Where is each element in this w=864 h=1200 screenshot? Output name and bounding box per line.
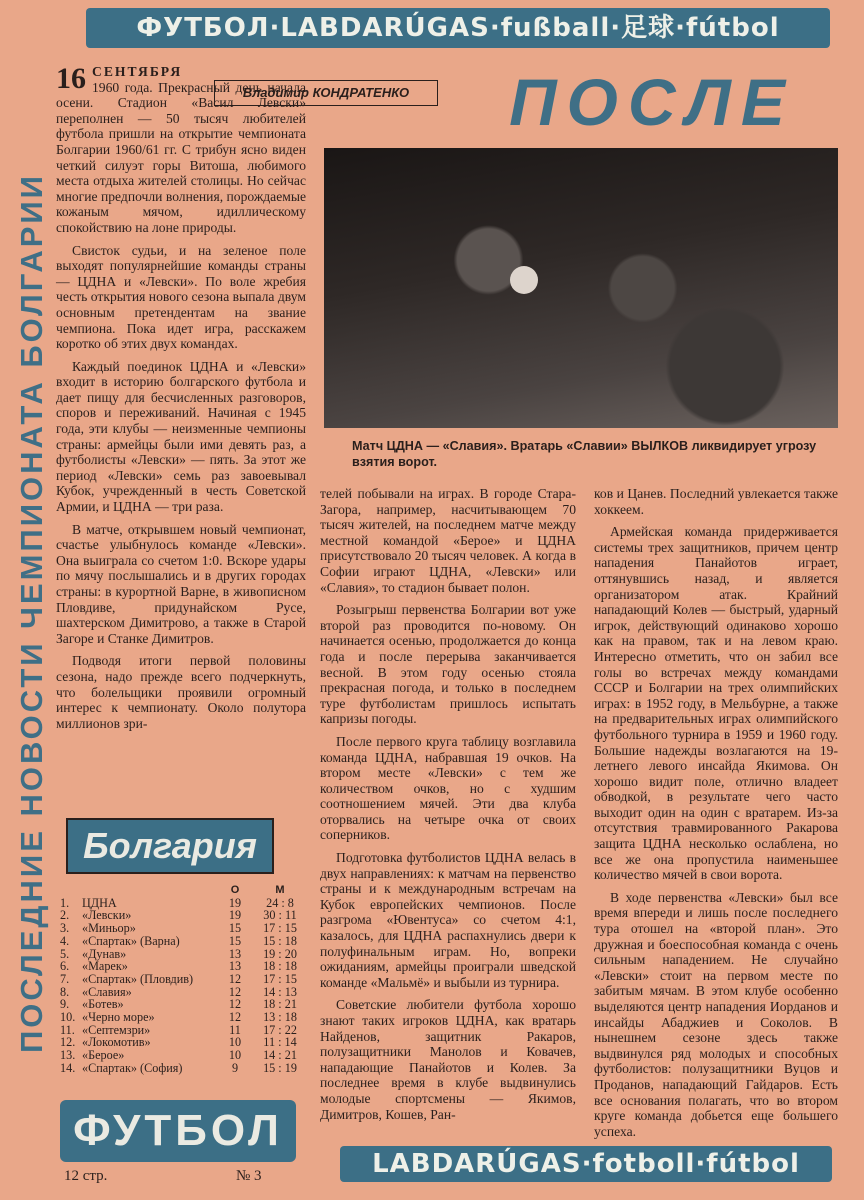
photo-caption: Матч ЦДНА — «Славия». Вратарь «Славии» ВЫЛКОВ ликвидирует угрозу взятия ворот. <box>352 439 817 469</box>
goals-cell: 17 : 22 <box>263 1022 297 1037</box>
headline: ПОСЛЕ <box>509 65 795 139</box>
goals-cell: 18 : 21 <box>263 997 297 1012</box>
paragraph: Армейская команда придерживается системы трех защитников, причем центр нападения Панайотов играет, оттянувшись назад, и является организатором атак. Крайний нападающий Колев — быстрый, ударный игрок, действующий одинаково хорошо как на правом, так и на левом краю. Интересно отметить, что он забил все голы во встречах между командами СССР и Болгарии на трех олимпийских играх: в 1952 году, в Мельбурне, а также на предварительных играх олимпийского футбольного турнира в 1959 и 1960 году. Большие надежды возлагаются на 19-летнего левого инсайда Якимова. Он хорошо видит поле, отлично владеет обводкой, в результате чего часто выходит один на один с вратарем. Из-за отсутствия травмированного Ракарова защита ЦДНА несколько ослаблена, но все же она пропустила наименьшее количество мячей в свои ворота. <box>594 524 838 883</box>
rank-cell: 12. <box>60 1035 76 1050</box>
points-cell: 12 <box>228 971 242 986</box>
rank-cell: 4. <box>60 933 70 948</box>
bottom-banner: LABDARÚGAS·fotboll·fútbol <box>340 1146 832 1182</box>
goals-cell: 17 : 15 <box>263 921 297 936</box>
paragraph: 1960 года. Прекрасный день начала осени. Стадион «Васил Левски» переполнен — 50 тысяч любителей футбола пришли на открытие чемпионата Болгарии 1960/61 гг. С трибун ясно виден четкий силуэт горы Витоша, любимого места отдыха жителей столицы. Но сейчас многие предпочли волнения, порождаемые кожаным мячом, идиллическому спокойствию на лоне природы. <box>56 79 306 235</box>
goals-cell: 24 : 8 <box>266 895 294 910</box>
paragraph: Розыгрыш первенства Болгарии вот уже второй раз проводится по-новому. Он начинается осенью, продолжается до конца года и после перерыва заканчивается весной. В этом году осенью стояла прекрасная погода, и только в последнем туре футболистам пришлось испытать капризы погоды. <box>320 602 576 727</box>
goals-cell: 30 : 11 <box>263 908 297 923</box>
rank-cell: 7. <box>60 971 70 986</box>
team-cell: «Дунав» <box>82 946 127 961</box>
table-row <box>60 935 310 948</box>
rank-cell: 11. <box>60 1022 75 1037</box>
points-cell: 13 <box>228 946 242 961</box>
paragraph: После первого круга таблицу возглавила команда ЦДНА, набравшая 19 очков. На втором месте «Левски» с тем же количеством очков, но с худшим соотношением мячей. Эти два клуба оторвались на четыре очка от своих соперников. <box>320 733 576 843</box>
table-row <box>60 1062 310 1075</box>
rank-cell: 3. <box>60 921 70 936</box>
bulgaria-logo: Болгария <box>66 818 274 874</box>
paragraph: Советские любители футбола хорошо знают таких игроков ЦДНА, как вратарь Найденов, защитник Ракаров, полузащитники Манолов и Ковачев, нападающие Панайотов и Колев. За последнее время в клубе выдвинулись молодые спортсмены — Якимов, Димитров, Кошев, Ран- <box>320 997 576 1122</box>
paragraph: Каждый поединок ЦДНА и «Левски» входит в историю болгарского футбола и дает пищу для бесчисленных разговоров, споров и переживаний. Начиная с 1945 года, эти клубы — неизменные чемпионы страны: армейцы были ими девять раз, а футболисты «Левски» — пять. За этот же период «Левски» семь раз завоевывал Кубок, учрежденный в честь Советской Армии, и ЦДНА — три раза. <box>56 358 306 515</box>
team-cell: «Берое» <box>82 1048 125 1063</box>
table-header <box>60 884 310 897</box>
goals-cell: 19 : 20 <box>263 946 297 961</box>
points-cell: 13 <box>228 959 242 974</box>
dateline <box>56 62 306 95</box>
goals-cell: 15 : 18 <box>263 933 297 948</box>
points-cell: 15 <box>228 921 242 936</box>
page-number: 12 стр. <box>64 1168 108 1184</box>
team-cell: «Славия» <box>82 984 132 999</box>
goals-cell: 11 : 14 <box>263 1035 297 1050</box>
goals-header: М <box>275 884 285 896</box>
rank-cell: 10. <box>60 1010 76 1025</box>
rank-cell: 5. <box>60 946 70 961</box>
rank-cell: 1. <box>60 895 70 910</box>
goals-cell: 17 : 15 <box>263 971 297 986</box>
date-day: 16 <box>56 62 86 95</box>
rank-cell: 13. <box>60 1048 76 1063</box>
paragraph: В ходе первенства «Левски» был все время впереди и лишь после последнего тура отошел на «второй план». Это дружная и боеспособная команда с очень сильным нападением. Не случайно «Левски» стоит на первом месте по забитым мячам. В этом клубе особенно выделяются центр нападения Иорданов и инсайды Абаджиев и Соколов. В нынешнем сезоне здесь также выдвинулся ряд молодых и способных футболистов: полузащитники Вуцов и Проданов, нападающий Гайдаров. Есть все основания полагать, что во втором круге команда добьется еще большего успеха. <box>594 889 838 1139</box>
team-cell: «Ботев» <box>82 997 124 1012</box>
top-banner: ФУТБОЛ·LABDARÚGAS·fußball·足球·fútbol <box>86 8 830 48</box>
goals-cell: 13 : 18 <box>263 1010 297 1025</box>
rank-cell: 2. <box>60 908 70 923</box>
team-cell: «Спартак» (Варна) <box>82 933 180 948</box>
table-row <box>60 922 310 935</box>
table-row <box>60 973 310 986</box>
goals-cell: 18 : 18 <box>263 959 297 974</box>
rank-cell: 6. <box>60 959 70 974</box>
issue-number: № 3 <box>236 1168 262 1184</box>
team-cell: «Левски» <box>82 908 132 923</box>
points-cell: 12 <box>228 984 242 999</box>
rank-cell: 8. <box>60 984 70 999</box>
paragraph: Подготовка футболистов ЦДНА велась в двух направлениях: к матчам на первенство страны и к международным встречам на Кубок европейских чемпионов. После разгрома «Ювентуса» со счетом 4:1, казалось, для ЦДНА распахнулись двери к полуфинальным играм. Но, вопреки ожиданиям, армейцы проиграли шведской команде «Мальмё» и выбыли из турнира. <box>320 850 576 990</box>
table-row <box>60 1049 310 1062</box>
team-cell: «Спартак» (Пловдив) <box>82 971 194 986</box>
points-cell: 9 <box>231 1060 239 1075</box>
team-cell: «Спартак» (София) <box>82 1060 183 1075</box>
author-byline: Владимир КОНДРАТЕНКО <box>214 80 438 106</box>
points-cell: 19 <box>228 895 242 910</box>
paragraph: Свисток судьи, и на зеленое поле выходят популярнейшие команды страны — ЦДНА и «Левски». По воле жребия честь открытия нового сезона выпала двум основным претендентам на звание чемпиона. Пока идет игра, расскажем коротко об этих двух командах. <box>56 242 306 352</box>
team-cell: ЦДНА <box>82 895 117 910</box>
points-cell: 15 <box>228 933 242 948</box>
points-cell: 10 <box>228 1035 242 1050</box>
date-month: СЕНТЯБРЯ <box>92 64 183 79</box>
match-photo <box>324 148 838 428</box>
paragraph: Подводя итоги первой половины сезона, надо прежде всего подчеркнуть, что болельщики проявили огромный интерес к чемпионату. Около полутора миллионов зри- <box>56 653 306 731</box>
rank-cell: 14. <box>60 1060 76 1075</box>
article-column-2 <box>320 486 576 1129</box>
goals-cell: 15 : 19 <box>263 1060 297 1075</box>
futbol-logo: ФУТБОЛ <box>60 1100 296 1162</box>
team-cell: «Септемзри» <box>82 1022 151 1037</box>
paragraph: В матче, открывшем новый чемпионат, счастье улыбнулось команде «Левски». Она выиграла со счетом 1:0. Вскоре удары по мячу послышались и в других городах страны: в курортной Варне, в живописном Пловдиве, придунайском Русе, шахтерском Димитрово, а также в Старой Загоре и Станке Димитров. <box>56 521 306 646</box>
paragraph: ков и Цанев. Последний увлекается также хоккеем. <box>594 486 838 517</box>
points-cell: 12 <box>228 1010 242 1025</box>
points-header: О <box>230 884 240 896</box>
points-cell: 12 <box>228 997 242 1012</box>
table-row <box>60 1011 310 1024</box>
side-title: ПОСЛЕДНИЕ НОВОСТИ ЧЕМПИОНАТА БОЛГАРИИ <box>14 173 49 1053</box>
ball-shape <box>510 266 538 294</box>
team-cell: «Черно море» <box>82 1010 155 1025</box>
standings-table <box>60 884 310 1075</box>
team-cell: «Локомотив» <box>82 1035 151 1050</box>
points-cell: 11 <box>229 1022 241 1037</box>
goals-cell: 14 : 21 <box>263 1048 297 1063</box>
goals-cell: 14 : 13 <box>263 984 297 999</box>
points-cell: 10 <box>228 1048 242 1063</box>
paragraph: телей побывали на играх. В городе Стара-Загора, например, насчитывающем 70 тысяч жителей, на последнем матче между местной командой «Берое» и ЦДНА присутствовало 20 тысяч человек. А когда в Софии играют ЦДНА, «Левски» или «Славия», то стадион бывает полон. <box>320 486 576 595</box>
team-cell: «Миньор» <box>82 921 136 936</box>
rank-cell: 9. <box>60 997 70 1012</box>
team-cell: «Марек» <box>82 959 128 974</box>
article-column-1 <box>56 64 306 738</box>
points-cell: 19 <box>228 908 242 923</box>
article-column-3 <box>594 486 838 1146</box>
